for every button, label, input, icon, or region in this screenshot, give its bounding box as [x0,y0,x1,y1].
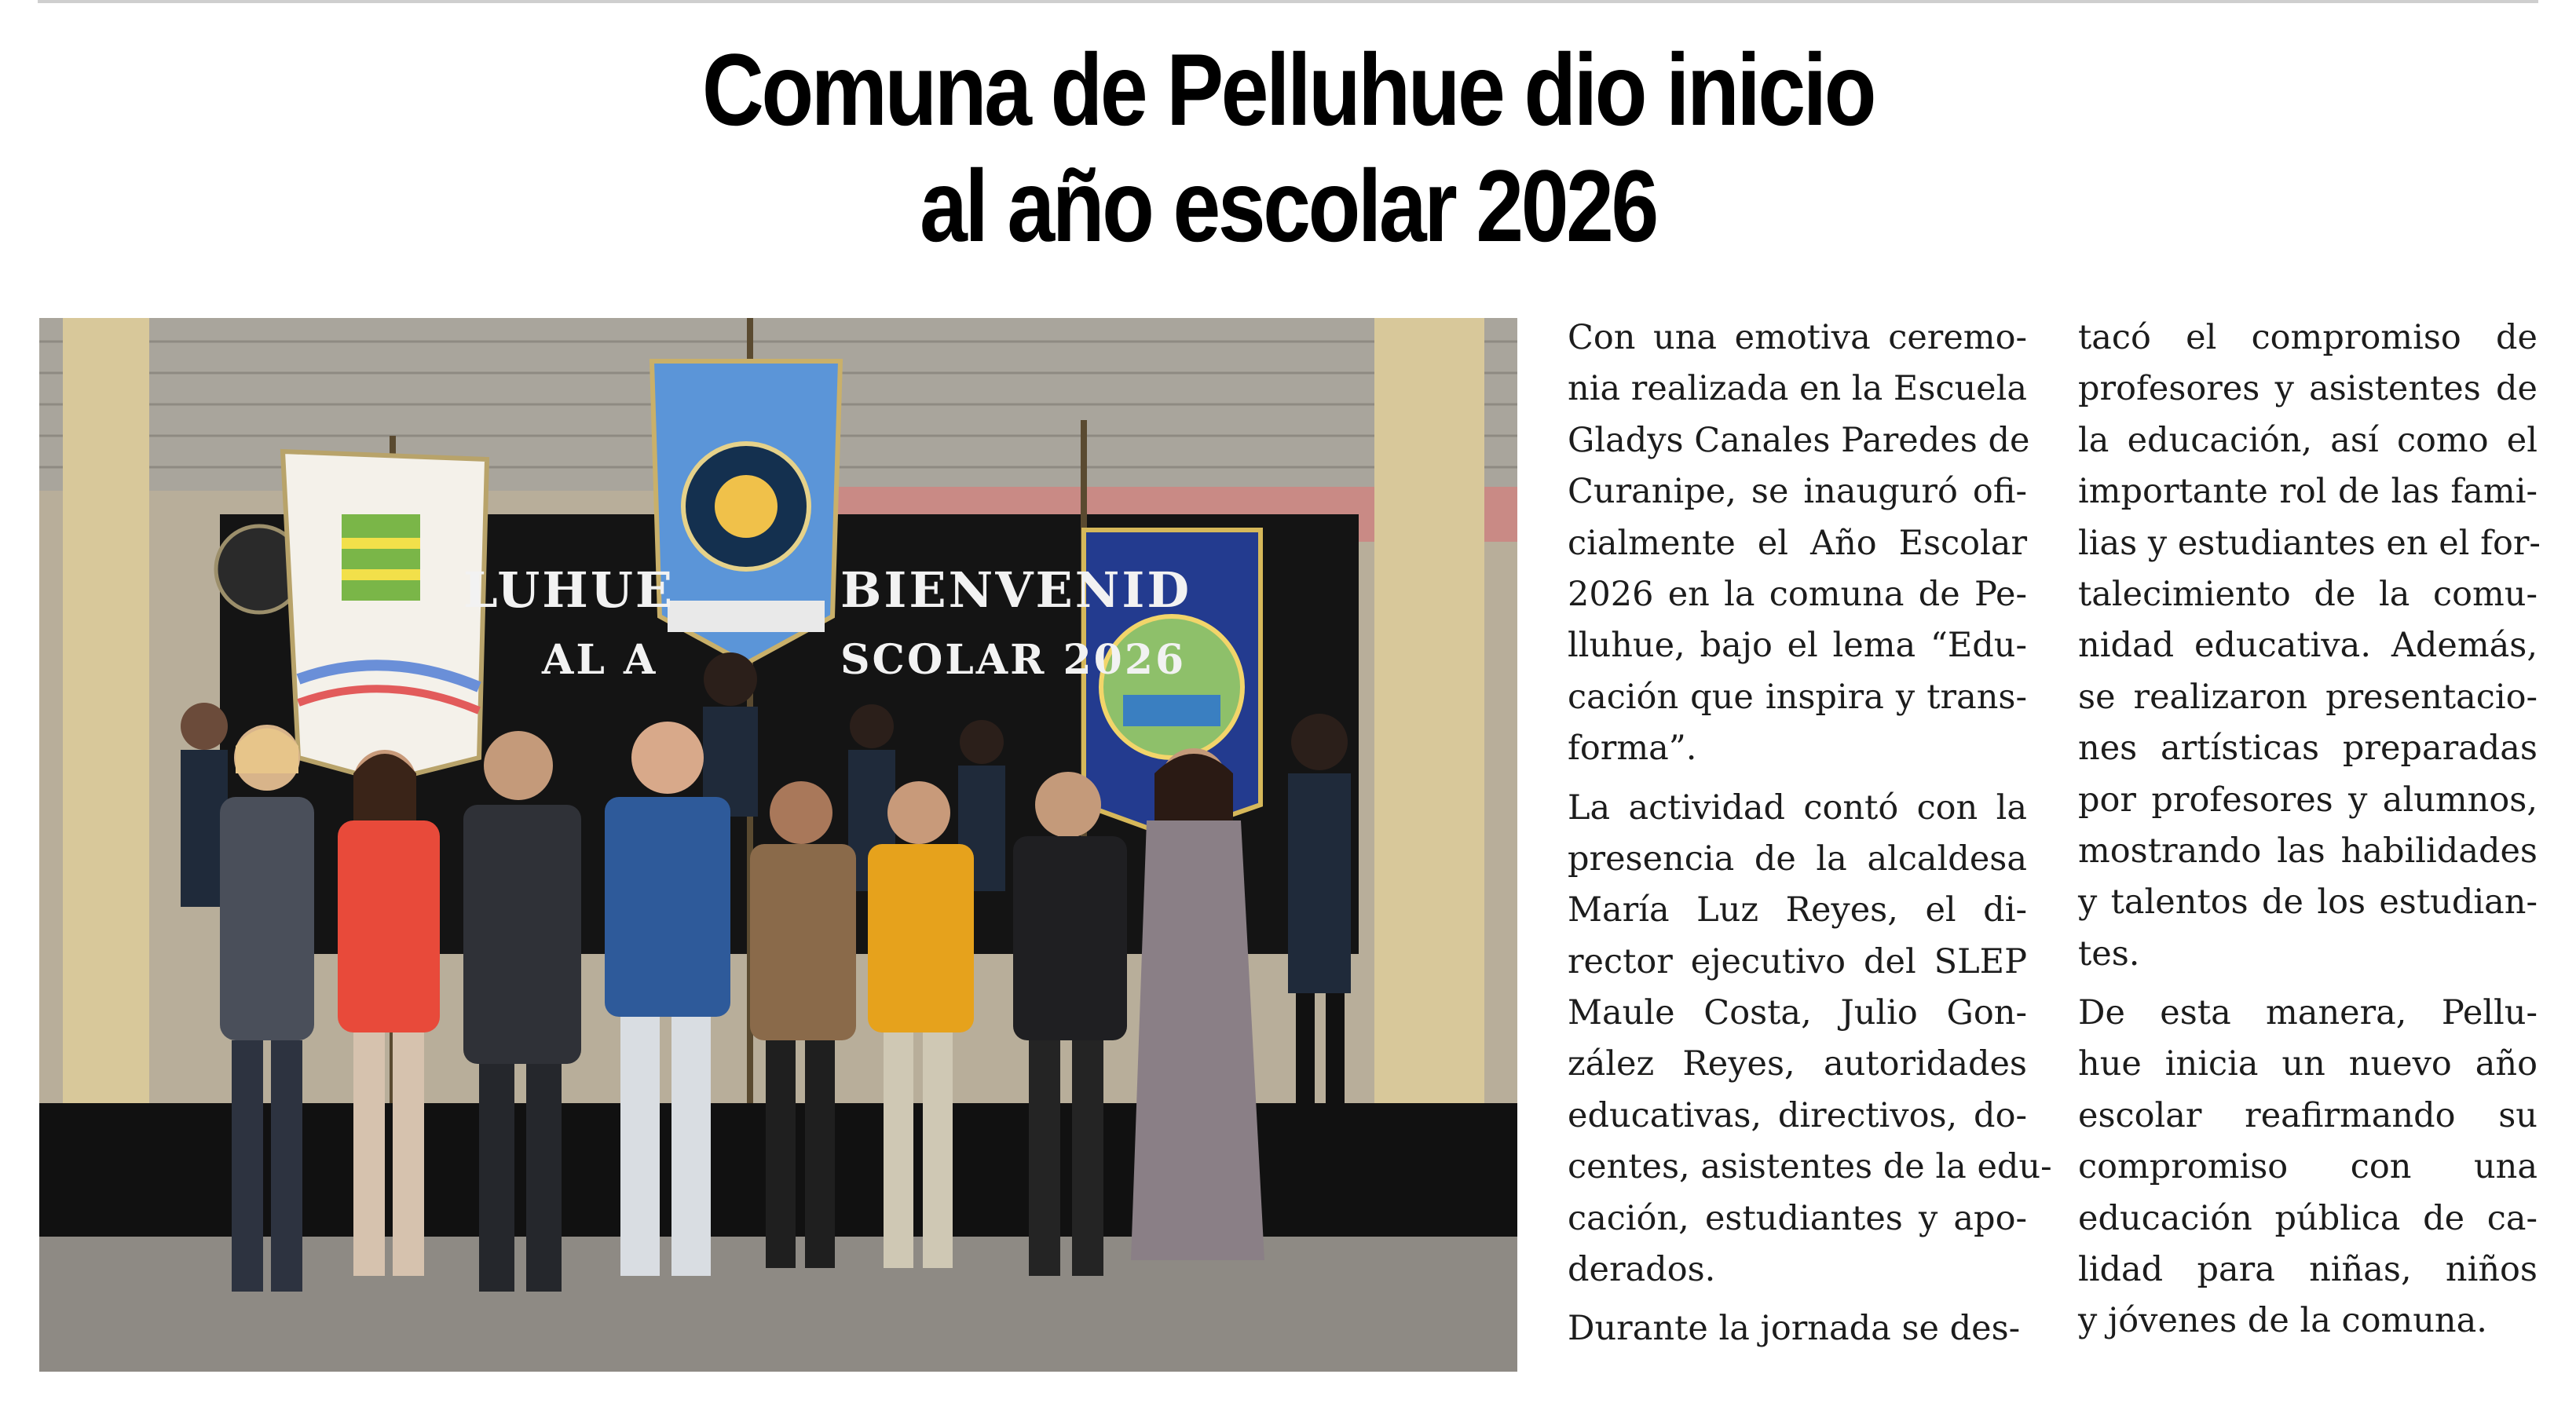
text-line: Maule Costa, Julio Gon- [1568,993,2027,1033]
top-rule [38,0,2538,3]
text-line: educativas, directivos, do- [1568,1095,2027,1135]
text-line: educación pública de ca- [2078,1198,2538,1238]
right-pillar [1374,318,1484,1166]
text-line: cación que inspira y trans- [1568,677,2027,717]
text-line: nia realizada en la Escuela [1568,369,2027,409]
text-line: Durante la jornada se des- [1568,1309,2021,1349]
text-line: Con una emotiva ceremo- [1568,318,2027,357]
text-line: María Luz Reyes, el di- [1568,890,2027,930]
text-line: centes, asistentes de la edu- [1568,1147,2052,1187]
text-line: por profesores y alumnos, [2078,780,2538,820]
text-line: lias y estudiantes en el for- [2078,523,2541,563]
article-headline [206,31,2369,264]
headline-line-2: al año escolar 2026 [920,148,1656,263]
text-line: nes artísticas preparadas [2078,729,2538,769]
banner-text-1: LUHUE [463,561,675,619]
text-line: profesores y asistentes de [2078,369,2538,409]
text-line: y talentos de los estudian- [2078,883,2538,923]
text-line: compromiso con una [2078,1147,2538,1187]
text-line: talecimiento de la comu- [2078,574,2538,614]
text-line: De esta manera, Pellu- [2078,993,2538,1033]
banner-text-4: SCOLAR 2026 [840,636,1187,684]
article-column-2 [2078,312,2541,1347]
photo-scene [39,318,1517,1372]
text-line: derados. [1568,1250,1716,1290]
text-line: y jóvenes de la comuna. [2078,1301,2487,1341]
text-line: forma”. [1568,729,1697,769]
text-line: presencia de la alcaldesa [1568,839,2027,879]
text-line: escolar reafirmando su [2078,1095,2538,1135]
text-line: importante rol de las fami- [2078,472,2538,512]
text-line: lluhue, bajo el lema “Edu- [1568,626,2027,666]
text-line: se realizaron presentacio- [2078,677,2538,717]
text-line: la educación, así como el [2078,420,2538,460]
banner-text-2: BIENVENID [840,561,1192,619]
article-column-1 [1568,312,2052,1355]
text-line: Gladys Canales Paredes de [1568,420,2030,460]
text-line: cialmente el Año Escolar [1568,523,2027,563]
text-line: nidad educativa. Además, [2078,626,2538,666]
text-line: tacó el compromiso de [2078,318,2538,357]
text-line: hue inicia un nuevo año [2078,1044,2538,1084]
banner-text-3: AL A [542,636,658,684]
text-line: lidad para niñas, niños [2078,1250,2538,1290]
article-photo [39,318,1517,1372]
text-line: tes. [2078,934,2140,974]
text-line: cación, estudiantes y apo- [1568,1198,2027,1238]
headline-line-1: Comuna de Pelluhue dio inicio [701,32,1875,147]
text-line: zález Reyes, autoridades [1568,1044,2027,1084]
text-line: rector ejecutivo del SLEP [1568,941,2027,981]
left-pillar [63,318,149,1166]
text-line: La actividad contó con la [1568,788,2027,828]
text-line: mostrando las habilidades [2078,831,2538,871]
text-line: Curanipe, se inauguró ofi- [1568,472,2027,512]
text-line: 2026 en la comuna de Pe- [1568,574,2027,614]
